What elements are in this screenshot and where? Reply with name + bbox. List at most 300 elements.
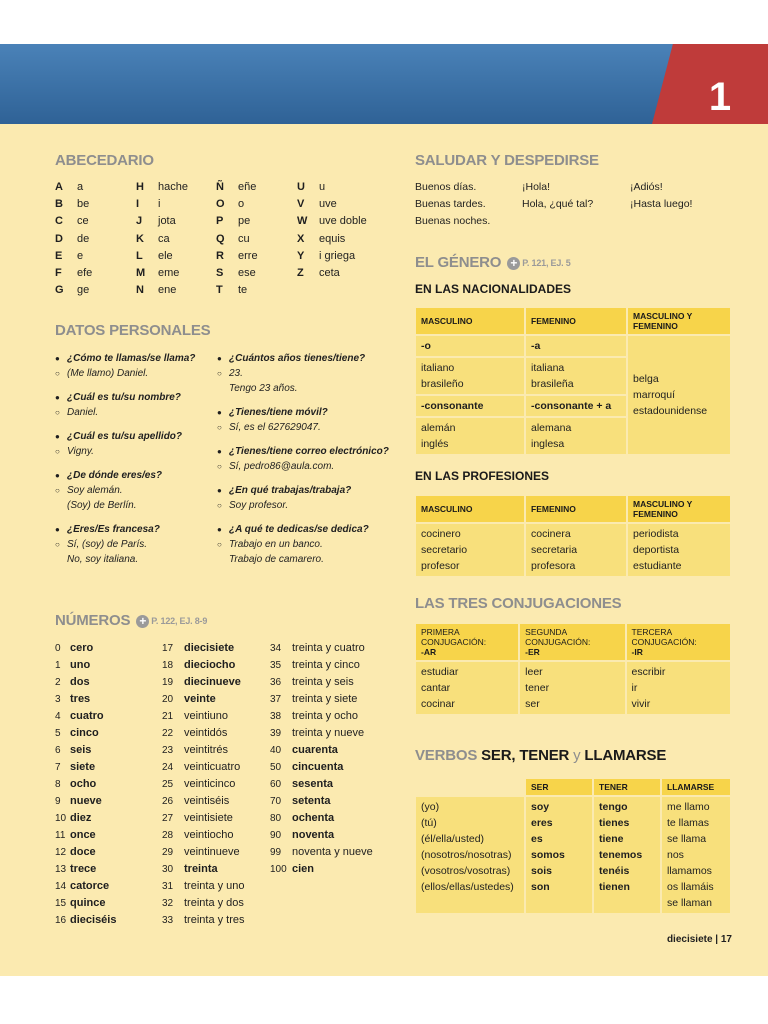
question-line [55,390,215,405]
header-tener: TENER [593,778,661,796]
number-entry [162,674,245,691]
number-entry [162,657,245,674]
number-digit: 4 [55,711,61,722]
number-word: diecisiete [184,642,235,654]
tener-forms [593,796,661,914]
question-line [217,444,397,459]
alphabet-letter: P [216,215,224,228]
nationality-example: alemana [531,422,572,434]
number-digit: 39 [270,728,282,739]
question-line [217,405,397,420]
answer-line [217,420,397,435]
number-digit: 17 [162,643,174,654]
number-entry [162,640,245,657]
number-entry [55,657,116,674]
number-word: dos [70,676,90,688]
alphabet-letter: I [136,198,140,211]
question-line [55,468,215,483]
header-masculino: MASCULINO [415,495,525,523]
number-word: treinta y ocho [292,710,359,722]
answer-text: No, soy italiana. [67,554,139,565]
question-text: ¿Cuántos años tienes/tiene? [229,353,366,364]
alphabet-entry [297,213,367,230]
abecedario-title: ABECEDARIO [55,152,154,169]
genero-title-text: EL GÉNERO [415,254,502,271]
number-digit: 35 [270,660,282,671]
llamarse-forms [661,796,731,914]
datos-personales-title: DATOS PERSONALES [55,322,211,339]
number-entry [270,810,373,827]
number-entry [162,878,245,895]
answer-text: Sí, es el 627629047. [229,422,321,433]
greeting-phrase: Buenas noches. [415,215,491,228]
alphabet-entry [136,248,188,265]
alphabet-entry [297,179,367,196]
answer-text: 23. [229,368,243,379]
verb-infinitive: escribir [631,666,666,678]
answer-text: Sí, pedro86@aula.com. [229,461,335,472]
verb-infinitive: leer [525,666,543,678]
nationality-example: italiana [531,362,565,374]
number-digit: 1 [55,660,61,671]
alphabet-name: eñe [238,181,257,193]
profesiones-subtitle: EN LAS PROFESIONES [415,469,550,483]
conjugation-ending: -IR [631,647,643,657]
number-entry [55,776,116,793]
number-digit: 18 [162,660,174,671]
number-word: veintiséis [184,795,230,807]
number-word: noventa y nueve [292,846,373,858]
header-femenino: FEMENINO [525,307,627,335]
answer-text: Trabajo en un banco. [229,539,323,550]
verbos-title-pre: VERBOS [415,747,478,764]
ending-a: -a [525,335,627,357]
question-bullet-icon: ● [217,486,222,495]
number-digit: 14 [55,881,67,892]
alphabet-entry [216,179,258,196]
subject-pronoun: (vosotros/vosotras) [421,865,511,877]
nationality-example: alemán [421,422,456,434]
number-word: setenta [292,795,331,807]
answer-bullet-icon: ○ [217,369,222,378]
question-line [217,351,397,366]
conjugation-ending: -AR [421,647,437,657]
verb-form: os llamáis [667,881,714,893]
verb-infinitive: vivir [631,698,651,710]
alphabet-entry [216,248,258,265]
answer-line [55,444,215,459]
verbos-title-y: y [573,747,581,764]
number-word: quince [70,897,106,909]
answer-line [217,366,397,381]
genero-title [415,254,571,271]
alphabet-entry [55,231,92,248]
question-line [55,429,215,444]
alphabet-letter: Q [216,232,225,245]
number-entry [55,878,116,895]
alphabet-name: be [77,198,90,211]
number-word: dieciséis [70,914,117,926]
ser-forms [525,796,593,914]
plus-icon: + [507,257,520,270]
number-digit: 33 [162,915,174,926]
number-digit: 34 [270,643,282,654]
verb-infinitive: ir [631,682,638,694]
greeting-phrase: Hola, ¿qué tal? [522,198,594,211]
number-digit: 6 [55,745,61,756]
alphabet-letter: J [136,215,143,228]
number-entry [55,725,116,742]
number-entry [55,674,116,691]
nationality-example: inglés [421,438,449,450]
numeros-title [55,612,207,629]
number-digit: 60 [270,779,282,790]
conjugation-examples [519,661,625,715]
verb-form: me llamo [667,801,710,813]
alphabet-name: ce [77,215,89,228]
header-femenino: FEMENINO [525,495,627,523]
number-digit: 7 [55,762,61,773]
number-word: treinta y uno [184,880,245,892]
alphabet-entry [297,231,367,248]
greeting-phrase: Buenas tardes. [415,198,486,211]
invariable-nationality: belga [633,373,659,385]
chapter-number: 1 [708,75,732,119]
answer-bullet-icon: ○ [217,540,222,549]
number-digit: 31 [162,881,174,892]
verb-infinitive: estudiar [421,666,459,678]
alphabet-letter: Z [297,267,304,280]
greeting-phrase: ¡Hasta luego! [630,198,693,211]
number-word: veinte [184,693,216,705]
alphabet-letter: D [55,232,63,245]
numbers-column-3 [270,640,373,878]
conjugation-name: TERCERA CONJUGACIÓN: [631,627,697,647]
conjugation-header [519,623,625,661]
profesiones-table [414,494,732,578]
number-word: cero [70,642,94,654]
subject-pronoun: (yo) [421,801,440,813]
verb-infinitive: tener [525,682,550,694]
verb-form: tiene [599,833,624,845]
number-word: treinta y siete [292,693,358,705]
saludar-column-3 [630,179,692,213]
question-line [217,522,397,537]
answer-line [55,498,215,513]
example-masc-1 [415,357,525,395]
answer-line [217,537,397,552]
answer-bullet-icon: ○ [217,423,222,432]
number-word: veintiuno [184,710,229,722]
alphabet-name: e [77,249,84,262]
question-bullet-icon: ● [217,354,222,363]
alphabet-letter: H [136,181,144,193]
number-digit: 27 [162,813,174,824]
number-digit: 25 [162,779,174,790]
alphabet-name: eme [158,267,180,280]
number-entry [162,793,245,810]
verbos-title: VERBOS SER, TENER y LLAMARSE [415,747,667,764]
prof-invariable-list [627,523,731,577]
number-digit: 15 [55,898,67,909]
number-digit: 40 [270,745,282,756]
number-digit: 0 [55,643,61,654]
answer-bullet-icon: ○ [55,486,60,495]
conjugation-header [415,623,519,661]
genero-reference: P. 121, EJ. 5 [522,258,571,269]
alphabet-entry [297,265,367,282]
question-bullet-icon: ● [217,408,222,417]
saludar-column-2 [522,179,593,213]
alphabet-name: ca [158,232,170,245]
number-digit: 11 [55,830,66,841]
alphabet-name: uve [319,198,337,211]
verbos-title-llamarse: LLAMARSE [584,747,667,764]
number-entry [270,725,373,742]
chapter-banner-gradient [0,44,768,124]
answer-text: Vigny. [67,446,94,457]
profession-word: estudiante [633,560,682,572]
alphabet-column-3 [216,179,258,299]
number-entry [162,895,245,912]
profession-word: deportista [633,544,680,556]
verb-form: es [531,833,543,845]
alphabet-name: efe [77,267,93,280]
number-word: siete [70,761,96,773]
alphabet-name: u [319,181,326,193]
question-line [55,522,215,537]
number-entry [270,793,373,810]
question-bullet-icon: ● [55,432,60,441]
number-entry [270,861,373,878]
alphabet-name: erre [238,249,258,262]
prof-masculino-list [415,523,525,577]
number-entry [162,912,245,929]
number-word: tres [70,693,91,705]
alphabet-letter: C [55,215,63,228]
number-entry [270,827,373,844]
alphabet-name: a [77,181,84,193]
number-entry [55,861,116,878]
alphabet-letter: B [55,198,63,211]
alphabet-entry [216,213,258,230]
number-word: dieciocho [184,659,236,671]
numeros-reference: P. 122, EJ. 8-9 [151,616,208,627]
number-entry [162,742,245,759]
answer-bullet-icon: ○ [55,408,60,417]
ending-consonante: -consonante [415,395,525,417]
number-word: catorce [70,880,110,892]
answer-text: Sí, (soy) de París. [67,539,148,550]
alphabet-name: hache [158,181,188,193]
number-entry [162,691,245,708]
number-digit: 10 [55,813,67,824]
alphabet-entry [55,179,92,196]
number-digit: 80 [270,813,282,824]
answer-line [55,537,215,552]
number-entry [270,657,373,674]
question-bullet-icon: ● [55,393,60,402]
header-masculino: MASCULINO [415,307,525,335]
alphabet-name: ese [238,267,256,280]
verbos-title-tener: TENER [519,747,570,764]
number-word: treinta [184,863,218,875]
number-entry [162,827,245,844]
example-fem-2 [525,417,627,455]
number-entry [270,844,373,861]
alphabet-entry [55,213,92,230]
number-entry [270,640,373,657]
alphabet-entry [216,265,258,282]
invariable-nationality: marroquí [633,389,676,401]
number-word: veinticuatro [184,761,241,773]
alphabet-letter: R [216,249,224,262]
question-line [55,351,215,366]
alphabet-letter: U [297,181,305,193]
invariable-cell [627,335,731,455]
alphabet-entry [297,248,367,265]
number-entry [162,759,245,776]
alphabet-entry [136,179,188,196]
question-text: ¿Tienes/tiene correo electrónico? [229,446,389,457]
number-entry [55,895,116,912]
question-text: ¿A qué te dedicas/se dedica? [229,524,369,535]
number-digit: 3 [55,694,61,705]
alphabet-letter: O [216,198,225,211]
verb-form: somos [531,849,565,861]
question-text: ¿Cuál es tu/su apellido? [67,431,183,442]
alphabet-letter: X [297,232,305,245]
profession-word: secretario [421,544,468,556]
question-bullet-icon: ● [55,354,60,363]
answer-text: (Me llamo) Daniel. [67,368,149,379]
number-digit: 50 [270,762,282,773]
question-line [217,483,397,498]
nacionalidades-table [414,306,732,456]
profession-word: cocinera [531,528,571,540]
alphabet-name: ge [77,284,90,297]
alphabet-letter: S [216,267,224,280]
number-word: uno [70,659,91,671]
number-digit: 22 [162,728,174,739]
number-word: cuatro [70,710,104,722]
number-word: treinta y nueve [292,727,365,739]
alphabet-entry [136,213,188,230]
alphabet-entry [136,196,188,213]
question-text: ¿Cómo te llamas/se llama? [67,353,196,364]
saludar-title: SALUDAR Y DESPEDIRSE [415,152,599,169]
subject-pronoun: (nosotros/nosotras) [421,849,512,861]
answer-line [217,498,397,513]
numeros-title-text: NÚMEROS [55,612,131,629]
verb-form: tienes [599,817,630,829]
alphabet-letter: Y [297,249,305,262]
alphabet-letter: N [136,284,144,297]
answer-text: Tengo 23 años. [229,383,298,394]
number-digit: 5 [55,728,61,739]
number-digit: 16 [55,915,67,926]
invariable-nationality: estadounidense [633,405,708,417]
number-word: sesenta [292,778,333,790]
verb-infinitive: cocinar [421,698,455,710]
number-entry [55,640,116,657]
numbers-column-2 [162,640,245,929]
alphabet-name: cu [238,232,250,245]
nationality-example: inglesa [531,438,565,450]
answer-text: Soy profesor. [229,500,289,511]
number-digit: 100 [270,864,287,875]
alphabet-column-2 [136,179,188,299]
profession-word: periodista [633,528,679,540]
answer-bullet-icon: ○ [217,501,222,510]
verb-form: se llaman [667,897,712,909]
number-entry [55,708,116,725]
answer-text: Trabajo de camarero. [229,554,324,565]
verb-form: tenéis [599,865,630,877]
number-entry [55,759,116,776]
number-entry [55,912,116,929]
alphabet-entry [136,265,188,282]
alphabet-name: de [77,232,90,245]
number-entry [55,793,116,810]
number-digit: 12 [55,847,67,858]
question-bullet-icon: ● [55,525,60,534]
nationality-example: brasileño [421,378,464,390]
alphabet-name: ene [158,284,177,297]
number-word: ochenta [292,812,335,824]
alphabet-entry [136,282,188,299]
number-word: cinco [70,727,99,739]
number-entry [162,844,245,861]
number-entry [270,776,373,793]
answer-line [55,552,215,567]
nacionalidades-subtitle: EN LAS NACIONALIDADES [415,282,572,296]
number-entry [162,725,245,742]
number-entry [270,708,373,725]
number-entry [162,861,245,878]
number-entry [162,810,245,827]
answer-bullet-icon: ○ [55,447,60,456]
verb-form: son [531,881,550,893]
saludar-column-1 [415,179,490,231]
number-entry [55,691,116,708]
answer-line [217,459,397,474]
number-entry [162,776,245,793]
question-text: ¿En qué trabajas/trabaja? [229,485,352,496]
number-digit: 70 [270,796,282,807]
number-word: treinta y seis [292,676,354,688]
question-text: ¿Eres/Es francesa? [67,524,160,535]
profession-word: cocinero [421,528,461,540]
header-blank [415,778,525,796]
number-word: diecinueve [184,676,241,688]
numbers-column-1 [55,640,116,929]
question-text: ¿Tienes/tiene móvil? [229,407,328,418]
header-masculino-femenino: MASCULINO Y FEMENINO [627,307,731,335]
number-word: veintidós [184,727,228,739]
profession-word: secretaria [531,544,578,556]
question-bullet-icon: ● [55,471,60,480]
answer-text: Soy alemán. [67,485,123,496]
number-word: nueve [70,795,102,807]
verbos-title-ser: SER [481,747,512,764]
alphabet-letter: G [55,284,64,297]
number-entry [270,674,373,691]
alphabet-letter: K [136,232,144,245]
alphabet-entry [216,196,258,213]
example-masc-2 [415,417,525,455]
alphabet-letter: W [297,215,308,228]
